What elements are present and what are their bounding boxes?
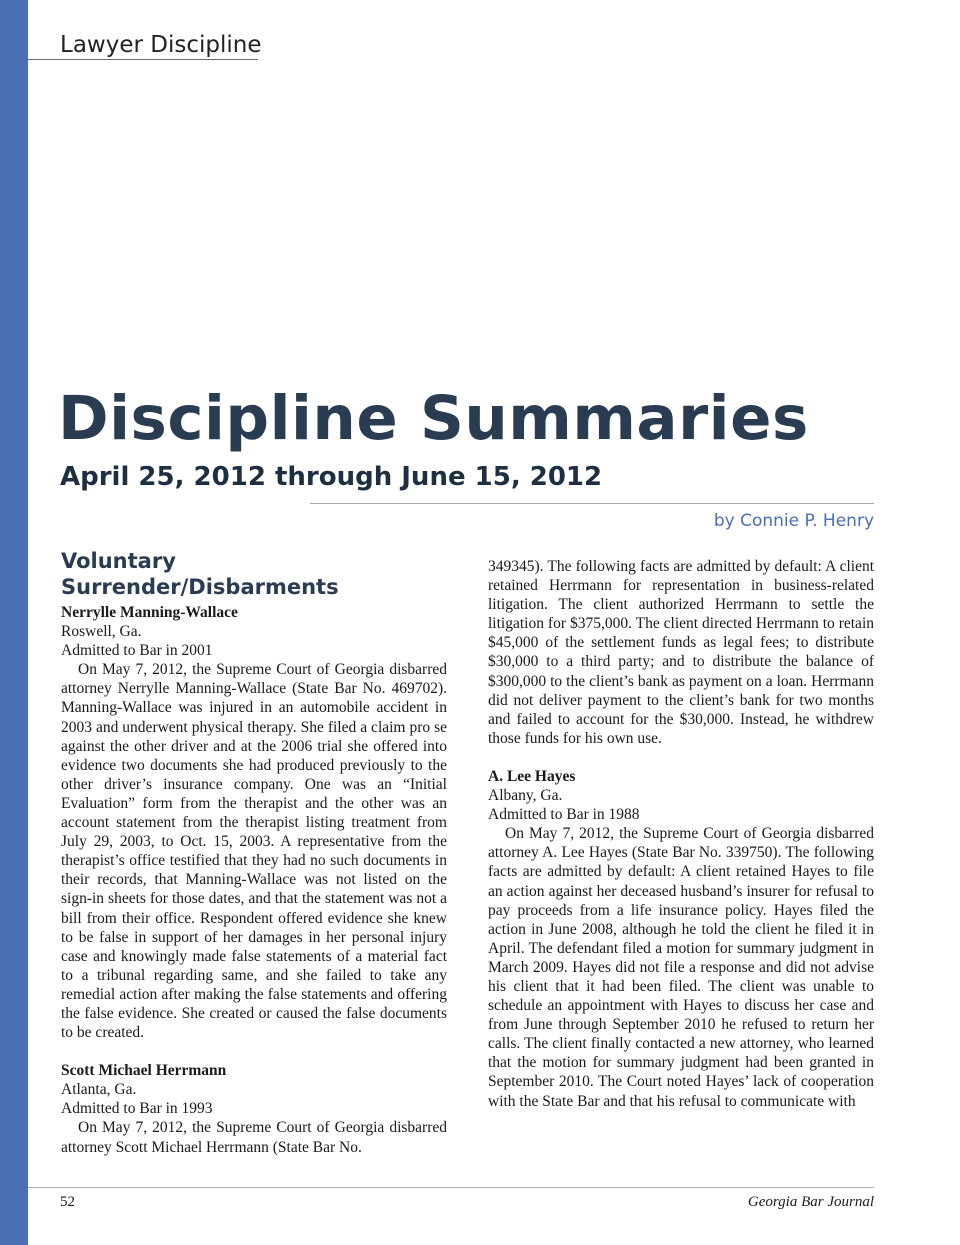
footer-rule xyxy=(28,1187,874,1188)
right-column xyxy=(488,557,874,1111)
attorney-name: Nerrylle Manning-Wallace xyxy=(61,604,238,621)
left-column xyxy=(61,548,447,1157)
attorney-location: Albany, Ga. xyxy=(488,787,563,805)
attorney-location: Roswell, Ga. xyxy=(61,623,142,641)
discipline-entry xyxy=(61,603,447,1042)
page-title: Discipline Summaries xyxy=(58,383,809,454)
admission-year: Admitted to Bar in 1993 xyxy=(61,1100,213,1118)
discipline-entry xyxy=(488,767,874,1111)
attorney-name: A. Lee Hayes xyxy=(488,767,576,785)
byline: by Connie P. Henry xyxy=(713,511,874,531)
admission-year: Admitted to Bar in 1988 xyxy=(488,806,640,824)
side-color-bar xyxy=(0,0,28,1245)
admission-year: Admitted to Bar in 2001 xyxy=(61,642,213,660)
entry-body: On May 7, 2012, the Supreme Court of Georgia disbarred attorney Nerrylle Manning-Wallace (State Bar No. 469702). Manning-Wallace was injured in an automobile accident in 2003 and underwent physical therapy. She filed a claim pro se against the other driver and at the 2006 trial she offered into evidence two documents she had produced previously to the other driver’s insurance company. One was an “Initial Evaluation” form from the therapist and the other was an account statement from the therapist listing treatment from July 29, 2003, to Oct. 15, 2003. A representative from the therapist’s office testified that they had no such documents in their records, that Manning-Wallace was not listed on the sign-in sheets for those dates, and that the statement was not a bill from their office. Respondent offered evidence she knew to be false in support of her damages in her personal injury case and knowingly made false statements of a material fact to a tribunal regarding same, and she failed to take any remedial action after making the false statements and offering the false evidence. She created or caused the false documents to be created. xyxy=(61,661,447,1042)
section-heading: Voluntary Surrender/Disbarments xyxy=(61,549,339,599)
page-number: 52 xyxy=(60,1194,75,1210)
attorney-location: Atlanta, Ga. xyxy=(61,1081,137,1099)
entry-body: On May 7, 2012, the Supreme Court of Georgia disbarred attorney A. Lee Hayes (State Bar No. 339750). The following facts are admitted by default: A client retained Hayes to file an action against her deceased husband’s insurer for refusal to pay proceeds from a life insurance policy. Hayes filed the action in June 2008, although he told the client he filed it in April. The defendant filed a motion for summary judgment in March 2009. Hayes did not file a response and did not advise his client that it had been filed. The client was unable to schedule an appointment with Hayes to discuss her case and from June through September 2010 he refused to return her calls. The client finally contacted a new attorney, who learned that the motion for summary judgment had been granted in September 2010. The Court noted Hayes’ lack of cooperation with the State Bar and that his refusal to communicate with xyxy=(488,825,874,1110)
discipline-entry xyxy=(61,1061,447,1156)
header-rule xyxy=(28,59,258,60)
page-subtitle: April 25, 2012 through June 15, 2012 xyxy=(60,462,603,492)
section-label: Lawyer Discipline xyxy=(60,32,262,58)
attorney-name: Scott Michael Herrmann xyxy=(61,1062,227,1080)
entry-body: On May 7, 2012, the Supreme Court of Georgia disbarred attorney Scott Michael Herrmann (State Bar No. xyxy=(61,1119,447,1156)
title-rule xyxy=(310,503,874,504)
entry-body-continued: 349345). The following facts are admitted by default: A client retained Herrmann for representation in business-related litigation. The client authorized Herrmann to settle the litigation for $375,000. The client directed Herrmann to retain $45,000 of the settlement funds as legal fees; to distribute $30,000 to a third party; and to distribute the balance of $300,000 to the client’s bank as payment on a loan. Herrmann did not deliver payment to the client’s bank for two months and failed to account for the $30,000. Instead, he withdrew those funds for his own use. xyxy=(488,558,874,747)
journal-name: Georgia Bar Journal xyxy=(747,1194,874,1210)
